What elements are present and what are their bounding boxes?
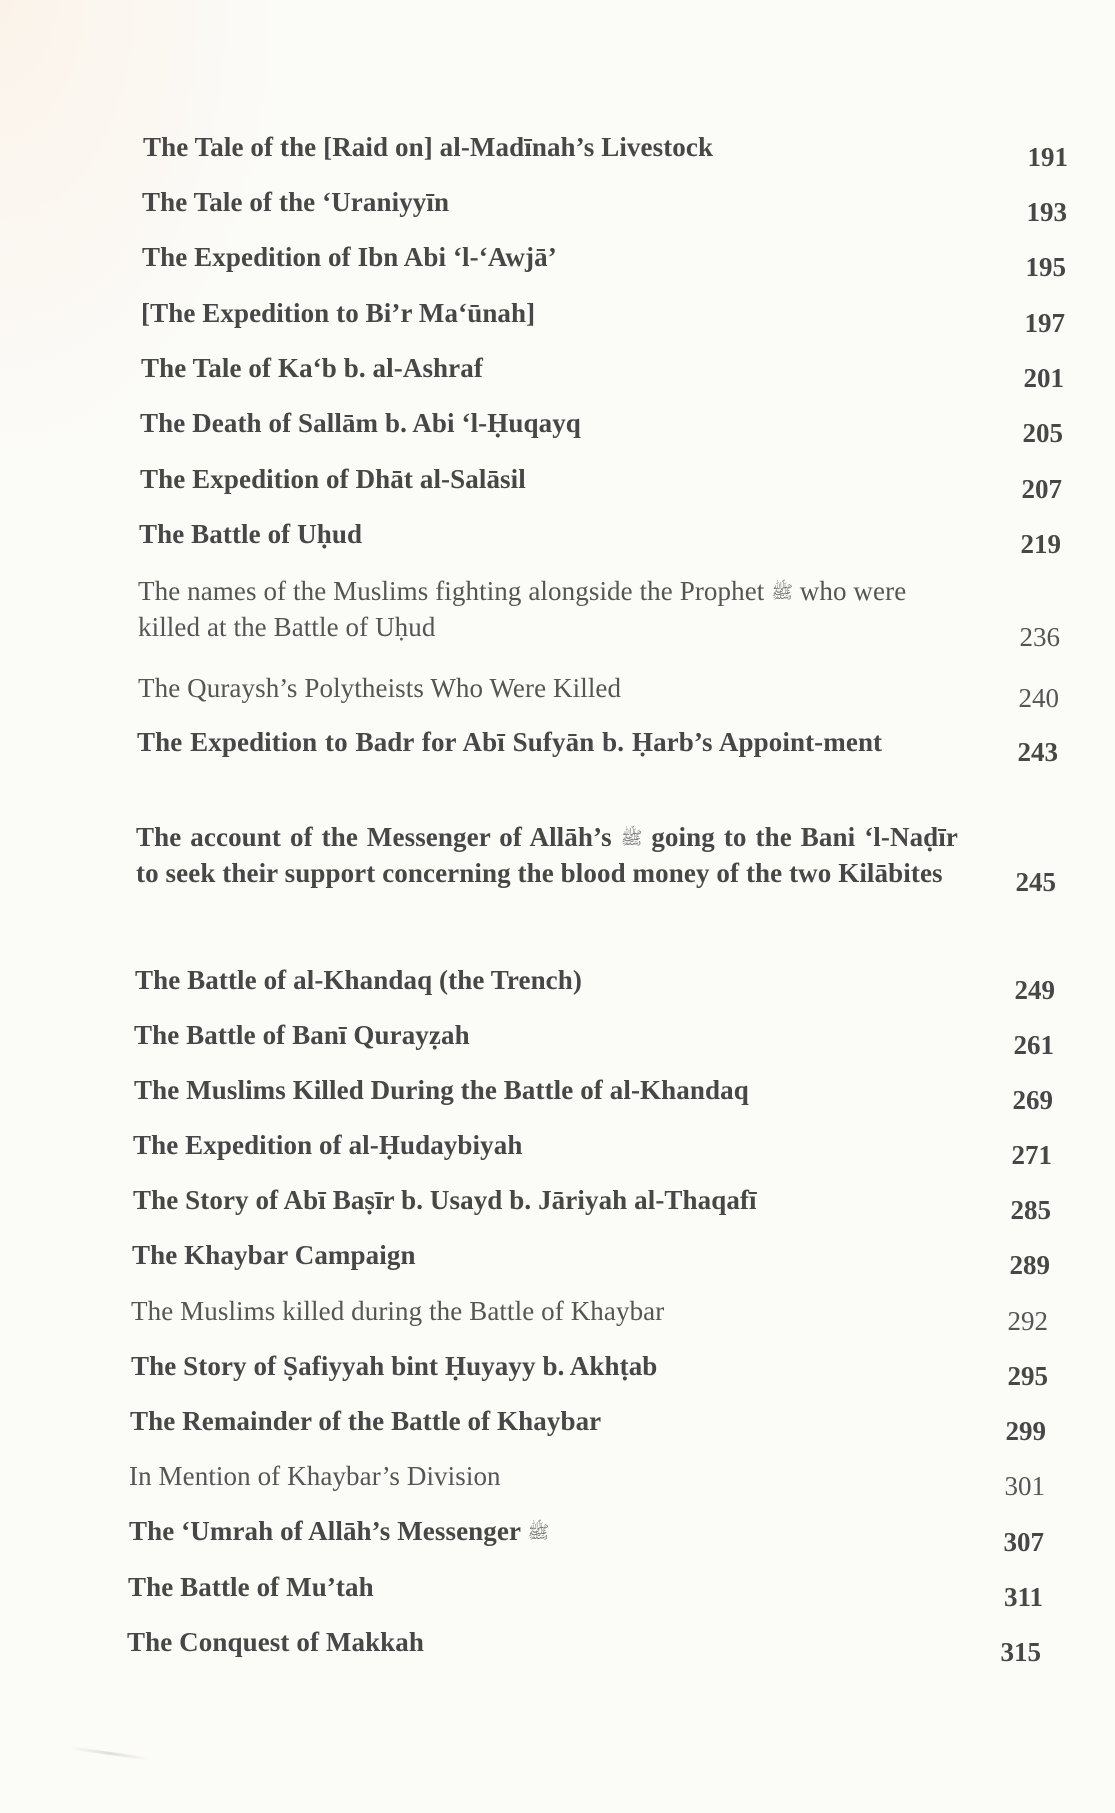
toc-entry[interactable] <box>128 1570 1043 1612</box>
toc-entry-title: The Tale of the ‘Uraniyyīn <box>142 187 450 217</box>
toc-entry[interactable] <box>136 820 1056 897</box>
toc-entry-page: 285 <box>1010 1195 1051 1225</box>
toc-entry[interactable] <box>129 1514 1044 1557</box>
toc-entry[interactable] <box>130 1404 1046 1446</box>
toc-entry-page: 301 <box>1004 1471 1045 1501</box>
toc-entry-page: 195 <box>1025 252 1066 282</box>
toc-entry[interactable] <box>140 406 1063 448</box>
toc-entry-page: 197 <box>1024 308 1065 338</box>
salawat-honorific-icon: ﷺ <box>771 582 794 603</box>
toc-entry-page: 219 <box>1020 529 1061 559</box>
toc-entry-title <box>136 820 958 890</box>
toc-entry-title: The Battle of Mu’tah <box>128 1572 374 1602</box>
toc-entry[interactable] <box>127 1625 1041 1667</box>
toc-entry[interactable] <box>140 462 1062 504</box>
toc-entry[interactable] <box>138 671 1059 713</box>
toc-entry-title: The Conquest of Makkah <box>127 1627 425 1657</box>
toc-entry-title: The Expedition of al-Ḥudaybiyah <box>133 1130 523 1160</box>
toc-entry-title: The Quraysh’s Polytheists Who Were Killed <box>138 673 622 703</box>
toc-entry-title: The Story of Ṣafiyyah bint Ḥuyayy b. Akhṭab <box>131 1351 658 1381</box>
toc-entry-title: The Muslims killed during the Battle of Khaybar <box>131 1296 665 1326</box>
toc-entry-title: The Expedition of Dhāt al-Salāsil <box>140 464 526 494</box>
toc-entry-title <box>138 574 968 645</box>
toc-entry[interactable] <box>143 130 1068 172</box>
toc-entry-title: The Khaybar Campaign <box>132 1240 416 1270</box>
toc-entry[interactable] <box>134 1073 1053 1115</box>
toc-entry-title-part: The names of the Muslims fighting alongside the Prophet <box>138 576 765 606</box>
toc-entry-title: The Tale of Ka‘b b. al-Ashraf <box>141 353 483 383</box>
toc-entry-page: 191 <box>1027 142 1068 172</box>
toc-entry-title: The Battle of Uḥud <box>139 519 363 549</box>
toc-entry[interactable] <box>137 725 1058 767</box>
toc-entry-title-part: The account of the Messenger of Allāh’s <box>136 822 612 852</box>
toc-entry-page: 289 <box>1009 1250 1050 1280</box>
toc-entry[interactable] <box>142 240 1066 282</box>
toc-entry[interactable] <box>141 351 1064 393</box>
toc-entry-page: 243 <box>1017 737 1058 767</box>
toc-entry-page: 299 <box>1005 1416 1046 1446</box>
toc-entry-title: The Battle of al-Khandaq (the Trench) <box>135 965 582 995</box>
toc-entry-title-part: The ‘Umrah of Allāh’s Messenger <box>129 1516 521 1546</box>
toc-entry-page: 245 <box>1015 867 1056 897</box>
toc-entry[interactable] <box>133 1128 1052 1170</box>
toc-entry-page: 201 <box>1023 363 1064 393</box>
toc-entry-title: [The Expedition to Bi’r Ma‘ūnah] <box>141 298 536 328</box>
toc-entry[interactable] <box>141 296 1065 338</box>
toc-entry-page: 311 <box>1003 1582 1043 1612</box>
toc-entry[interactable] <box>132 1238 1050 1280</box>
toc-entry-title: The Battle of Banī Qurayẓah <box>134 1020 470 1050</box>
toc-entry-title: The Story of Abī Baṣīr b. Usayd b. Jāriyah al-Thaqafī <box>133 1185 757 1215</box>
toc-entry[interactable] <box>138 574 1060 652</box>
toc-entry[interactable] <box>131 1294 1048 1336</box>
toc-entry-page: 240 <box>1018 683 1059 713</box>
toc-entry[interactable] <box>139 517 1061 559</box>
toc-entry-page: 292 <box>1007 1306 1048 1336</box>
toc-entry-page: 249 <box>1014 975 1055 1005</box>
toc-entry-title: The Muslims Killed During the Battle of al-Khandaq <box>134 1075 749 1105</box>
paper-scuff-mark <box>70 1746 150 1760</box>
toc-entry-title-part: who were killed at the Battle of Uḥud <box>138 576 907 642</box>
toc-entry-title: In Mention of Khaybar’s Division <box>129 1461 501 1491</box>
toc-entry-title <box>129 1514 949 1550</box>
toc-entry[interactable] <box>129 1459 1045 1501</box>
toc-entry-title: The Death of Sallām b. Abi ‘l-Ḥuqayq <box>140 408 581 438</box>
toc-entry-page: 271 <box>1011 1140 1052 1170</box>
toc-entry-title: The Expedition to Badr for Abī Sufyān b. Ḥarb’s Appoint-ment <box>137 727 883 757</box>
toc-entry[interactable] <box>131 1349 1048 1391</box>
toc-entry-title-part: going to the Bani ‘l-Naḍīr to seek their support concerning the blood money of the two Kilābites <box>136 822 958 888</box>
toc-entry-page: 295 <box>1007 1361 1048 1391</box>
toc-entry[interactable] <box>134 1018 1054 1060</box>
toc-entry-title: The Remainder of the Battle of Khaybar <box>130 1406 602 1436</box>
toc-entry-page: 193 <box>1026 197 1067 227</box>
toc-entry[interactable] <box>135 963 1055 1005</box>
salawat-honorific-icon: ﷺ <box>620 828 643 849</box>
toc-entry-page: 307 <box>1003 1527 1044 1557</box>
toc-entry[interactable] <box>133 1183 1051 1225</box>
salawat-honorific-icon: ﷺ <box>527 1522 550 1543</box>
toc-entry-page: 315 <box>1000 1637 1041 1667</box>
toc-entry-page: 261 <box>1013 1030 1054 1060</box>
toc-entry-page: 236 <box>1019 622 1060 652</box>
toc-entry[interactable] <box>142 185 1067 227</box>
toc-entry-page: 205 <box>1022 418 1063 448</box>
toc-entry-title: The Tale of the [Raid on] al-Madīnah’s Livestock <box>143 132 714 162</box>
toc-entry-page: 207 <box>1021 474 1062 504</box>
toc-entry-title: The Expedition of Ibn Abi ‘l-‘Awjā’ <box>142 242 557 272</box>
toc-entry-page: 269 <box>1012 1085 1053 1115</box>
